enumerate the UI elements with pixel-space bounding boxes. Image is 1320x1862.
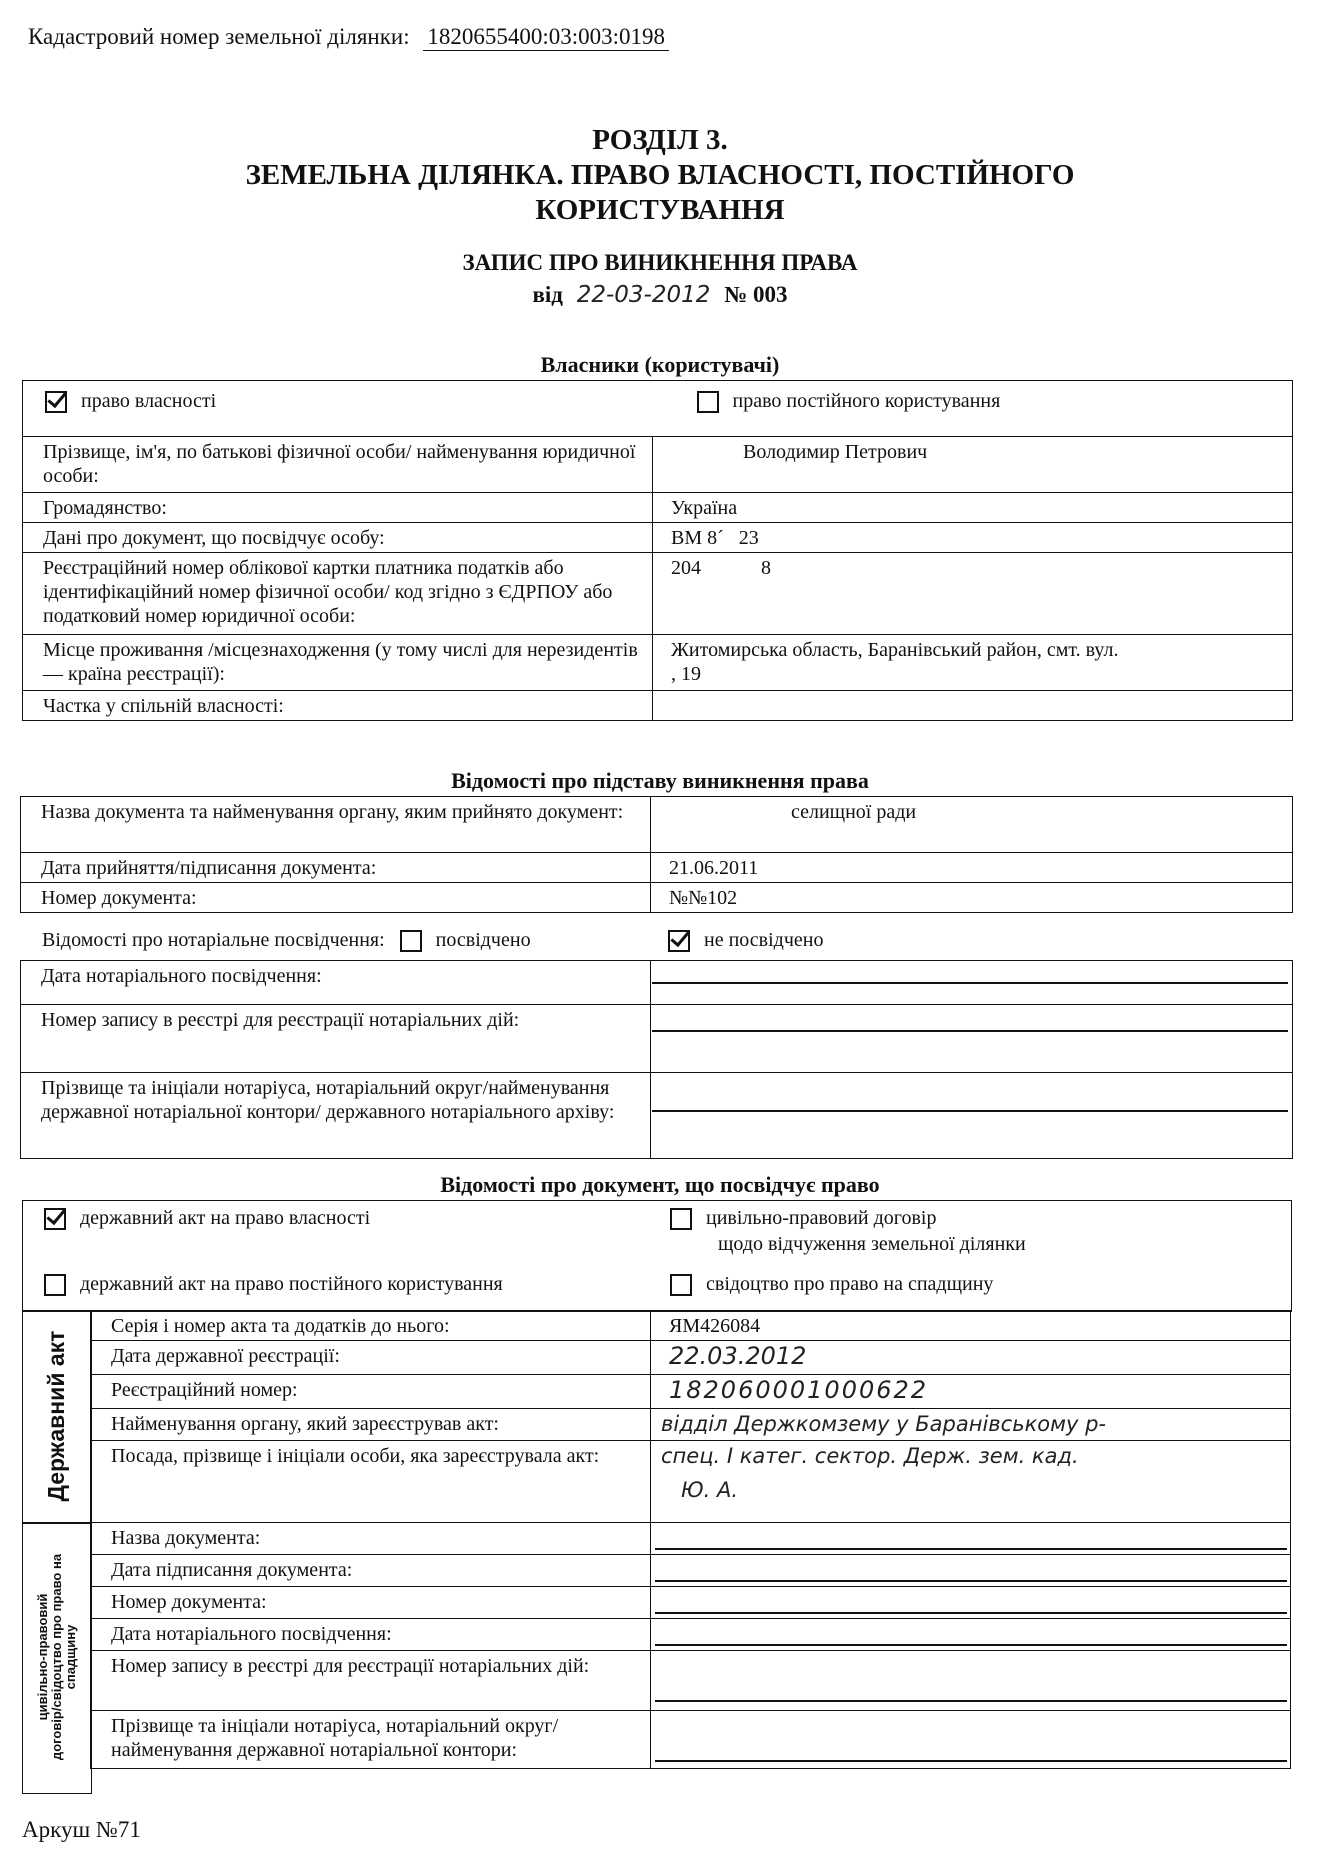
basis-date-value: 21.06.2011 xyxy=(651,853,1293,883)
row-label: Номер документа: xyxy=(91,1587,651,1619)
table-row xyxy=(91,1311,1291,1341)
civil-vertical-line3: спадщину xyxy=(63,1624,78,1690)
basis-number-value: №№102 xyxy=(651,883,1293,913)
row-label: Посада, прізвище і ініціали особи, яка зареєструвала акт: xyxy=(91,1441,651,1523)
option-state-act-use xyxy=(44,1272,503,1296)
ownership-label: право власності xyxy=(81,390,217,412)
table-row xyxy=(91,1341,1291,1375)
table-row xyxy=(91,1587,1291,1619)
civil-vertical-label xyxy=(36,1522,76,1792)
notary-line xyxy=(42,928,531,952)
rule-line xyxy=(655,1580,1287,1582)
act-reg-number-value: 182060001000622 xyxy=(651,1375,1291,1409)
row-label: Назва документа та найменування органу, яким прийнято документ: xyxy=(21,797,651,853)
record-date-line xyxy=(0,282,1320,308)
row-label: Частка у спільній власності: xyxy=(23,691,653,721)
table-row xyxy=(21,883,1293,913)
owner-name: Володимир Петрович xyxy=(653,437,1293,493)
row-label: Дата підписання документа: xyxy=(91,1555,651,1587)
record-number: № 003 xyxy=(724,282,788,307)
row-label: Прізвище та ініціали нотаріуса, нотаріальний округ/ найменування державної нотаріальної контори: xyxy=(91,1711,651,1769)
cadastral-number: 1820655400:03:003:0198 xyxy=(423,24,669,51)
act-authority-value: відділ Держкомзему у Баранівському р- xyxy=(651,1409,1291,1441)
row-label: Найменування органу, який зареєстрував акт: xyxy=(91,1409,651,1441)
state-act-table xyxy=(90,1310,1291,1523)
record-title: ЗАПИС ПРО ВИНИКНЕННЯ ПРАВА xyxy=(462,250,858,275)
civil-vertical-line2: договір/свідоцтво про право на xyxy=(49,1553,64,1761)
act-official-value: спец. І катег. сектор. Держ. зем. кад. xyxy=(661,1444,1079,1468)
row-label: Прізвище та ініціали нотаріуса, нотаріальний округ/найменування державної нотаріальної контори/ державного нотаріального архіву: xyxy=(21,1073,651,1159)
not-certified-label: не посвідчено xyxy=(704,929,824,951)
owners-table xyxy=(22,380,1293,721)
state-act-vertical-label: Державний акт xyxy=(43,1330,69,1502)
row-label: Назва документа: xyxy=(91,1523,651,1555)
rule-line xyxy=(652,982,1288,984)
row-label: Номер запису в реєстрі для реєстрації нотаріальних дій: xyxy=(21,1005,651,1073)
table-row xyxy=(23,523,1293,553)
cadastral-label: Кадастровий номер земельної ділянки: xyxy=(28,24,410,49)
rule-line xyxy=(652,1030,1288,1032)
civil-contract-checkbox[interactable] xyxy=(670,1208,692,1230)
state-act-use-checkbox[interactable] xyxy=(44,1274,66,1296)
notary-name-value xyxy=(651,1073,1293,1159)
table-row xyxy=(91,1555,1291,1587)
civil-record-value xyxy=(651,1651,1291,1711)
civil-doc-name-value xyxy=(651,1523,1291,1555)
option-label: свідоцтво про право на спадщину xyxy=(706,1273,994,1295)
table-row xyxy=(23,553,1293,635)
table-row xyxy=(21,1005,1293,1073)
owners-heading: Власники (користувачі) xyxy=(540,352,780,377)
state-act-ownership-checkbox[interactable] xyxy=(44,1208,66,1230)
row-label: Дата прийняття/підписання документа: xyxy=(21,853,651,883)
table-row xyxy=(23,437,1293,493)
act-official-initials: Ю. А. xyxy=(681,1478,739,1502)
row-label: Дата державної реєстрації: xyxy=(91,1341,651,1375)
table-row xyxy=(23,493,1293,523)
option-label: державний акт на право власності xyxy=(80,1207,371,1229)
option-inheritance xyxy=(670,1272,993,1296)
citizenship-value: Україна xyxy=(653,493,1293,523)
section-title-line1: ЗЕМЕЛЬНА ДІЛЯНКА. ПРАВО ВЛАСНОСТІ, ПОСТІЙНОГО xyxy=(245,159,1075,191)
not-certified-checkbox[interactable] xyxy=(668,930,690,952)
table-row xyxy=(91,1409,1291,1441)
civil-doc-number-value xyxy=(651,1587,1291,1619)
act-reg-date-value: 22.03.2012 xyxy=(651,1341,1291,1375)
table-row xyxy=(91,1375,1291,1409)
row-label: Реєстраційний номер: xyxy=(91,1375,651,1409)
notary-label: Відомості про нотаріальне посвідчення: xyxy=(42,929,385,951)
rule-line xyxy=(655,1612,1287,1614)
table-row xyxy=(23,635,1293,691)
table-row xyxy=(91,1619,1291,1651)
rights-type-row xyxy=(23,381,1293,437)
table-row xyxy=(21,797,1293,853)
row-label: Дата нотаріального посвідчення: xyxy=(91,1619,651,1651)
row-label: Дані про документ, що посвідчує особу: xyxy=(23,523,653,553)
table-row xyxy=(21,1073,1293,1159)
row-label: Серія і номер акта та додатків до нього: xyxy=(91,1311,651,1341)
rule-line xyxy=(655,1548,1287,1550)
notary-table xyxy=(20,960,1293,1159)
tax-number-value: 204 8 xyxy=(653,553,1293,635)
basis-heading: Відомості про підставу виникнення права xyxy=(451,768,869,793)
sheet-number: Аркуш №71 xyxy=(22,1817,141,1842)
civil-table xyxy=(90,1522,1291,1769)
table-row xyxy=(23,691,1293,721)
permanent-use-checkbox[interactable] xyxy=(697,391,719,413)
row-label: Номер документа: xyxy=(21,883,651,913)
row-label: Номер запису в реєстрі для реєстрації нотаріальних дій: xyxy=(91,1651,651,1711)
rule-line xyxy=(655,1760,1287,1762)
ownership-checkbox[interactable] xyxy=(45,391,67,413)
share-value xyxy=(653,691,1293,721)
option-label: державний акт на право постійного користування xyxy=(80,1273,503,1295)
cadastral-line xyxy=(28,24,669,51)
record-from-label: від xyxy=(532,282,563,307)
address-value: Житомирська область, Баранівський район, смт. вул. , 19 xyxy=(653,635,1293,691)
section-title: РОЗДІЛ 3. xyxy=(592,124,728,156)
row-label: Місце проживання /місцезнаходження (у тому числі для нерезидентів — країна реєстрації): xyxy=(23,635,653,691)
act-series-value: ЯМ426084 xyxy=(651,1311,1291,1341)
rule-line xyxy=(655,1644,1287,1646)
option-label: цивільно-правовий договір xyxy=(706,1207,937,1229)
inheritance-checkbox[interactable] xyxy=(670,1274,692,1296)
civil-doc-date-value xyxy=(651,1555,1291,1587)
table-row xyxy=(91,1441,1291,1523)
basis-document-value: селищної ради xyxy=(651,797,1293,853)
row-label: Реєстраційний номер облікової картки платника податків або ідентифікаційний номер фізичної особи/ код згідно з ЄДРПОУ або податковий номер юридичної особи: xyxy=(23,553,653,635)
row-label: Прізвище, ім'я, по батькові фізичної особи/ найменування юридичної особи: xyxy=(23,437,653,493)
basis-table xyxy=(20,796,1293,913)
row-label: Громадянство: xyxy=(23,493,653,523)
civil-notary-date-value xyxy=(651,1619,1291,1651)
record-date: 22-03-2012 xyxy=(576,282,711,308)
row-label: Дата нотаріального посвідчення: xyxy=(21,961,651,1005)
option-civil-contract xyxy=(670,1206,937,1230)
option-civil-contract-line2: щодо відчуження земельної ділянки xyxy=(718,1233,1026,1255)
rule-line xyxy=(655,1700,1287,1702)
section-title-line2: КОРИСТУВАННЯ xyxy=(535,194,785,226)
certified-label: посвідчено xyxy=(435,929,531,951)
table-row xyxy=(21,853,1293,883)
title-doc-heading: Відомості про документ, що посвідчує право xyxy=(440,1172,880,1197)
notary-record-value xyxy=(651,1005,1293,1073)
civil-vertical-line1: цивільно-правовий xyxy=(35,1593,50,1721)
rule-line xyxy=(652,1110,1288,1112)
certified-checkbox[interactable] xyxy=(400,930,422,952)
not-certified-line xyxy=(668,928,823,952)
table-row xyxy=(91,1523,1291,1555)
id-document-value: ВМ 8´ 23 xyxy=(653,523,1293,553)
option-state-act-ownership xyxy=(44,1206,370,1230)
permanent-use-label: право постійного користування xyxy=(732,390,1001,412)
table-row xyxy=(91,1651,1291,1711)
